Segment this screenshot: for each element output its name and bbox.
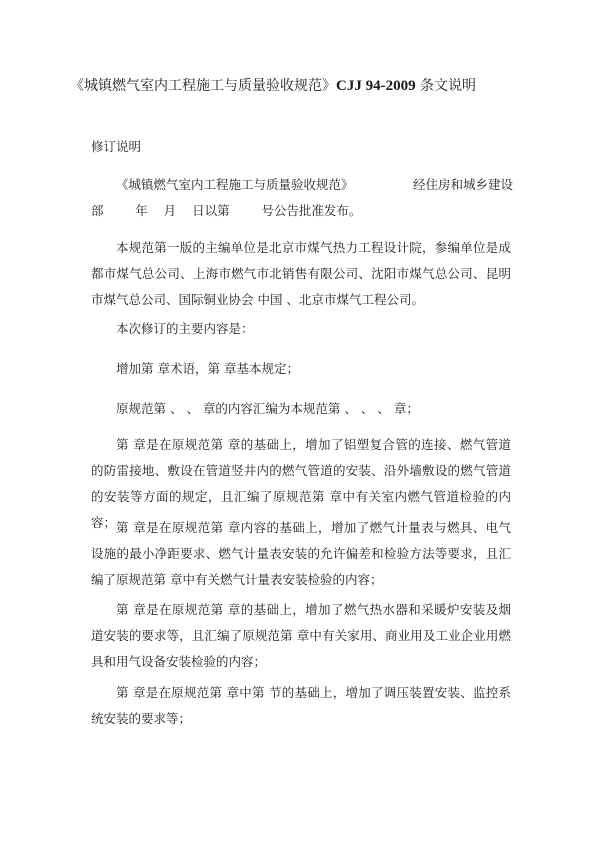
paragraph-added-chapters: 增加第 章术语，第 章基本规定； bbox=[116, 361, 299, 376]
approval-line-2: 部 年 月 日以第 号公告批准发布。 bbox=[91, 203, 362, 218]
paragraph-appliance-chapter: 第 章是在原规范第 章的基础上，增加了燃气热水器和采暖炉安装及烟道安装的要求等，且汇编了原规范第 章中有关家用、商业用及工业企业用燃具和用气设备安装检验的内容； bbox=[91, 602, 511, 669]
paragraph-drafting-units: 本规范第一版的主编单位是北京市煤气热力工程设计院，参编单位是成都市煤气总公司、上海市燃气市北销售有限公司、沈阳市煤气总公司、昆明市煤气总公司、国际铜业协会 中国 、北京市煤气工程公司。 bbox=[91, 240, 511, 307]
paragraph-regulator-chapter: 第 章是在原规范第 章中第 节的基础上，增加了调压装置安装、监控系统安装的要求等； bbox=[91, 685, 511, 726]
title-code: CJJ 94-2009 bbox=[336, 78, 416, 94]
title-suffix: 条文说明 bbox=[415, 78, 477, 94]
paragraph-pipeline-chapter: 第 章是在原规范第 章的基础上，增加了铝塑复合管的连接、燃气管道的防雷接地、敷设在管道竖井内的燃气管道的安装、沿外墙敷设的燃气管道的安装等方面的规定，且汇编了原规范第 章中有关室内燃气管道检验的内容； bbox=[91, 437, 511, 530]
paragraph-meter-chapter: 第 章是在原规范第 章内容的基础上，增加了燃气计量表与燃具、电气设施的最小净距要求、燃气计量表安装的允许偏差和检验方法等要求，且汇编了原规范第 章中有关燃气计量表安装检验的内容； bbox=[91, 520, 511, 587]
title-name: 《城镇燃气室内工程施工与质量验收规范》 bbox=[70, 78, 336, 94]
approval-line-1-left: 《城镇燃气室内工程施工与质量验收规范》 bbox=[116, 177, 354, 192]
paragraph-compiled-chapters: 原规范第 、 、 章的内容汇编为本规范第 、 、 、 章； bbox=[116, 401, 419, 416]
section-heading: 修订说明 bbox=[91, 139, 142, 154]
approval-line-1-right: 经住房和城乡建设 bbox=[413, 177, 514, 192]
paragraph-main-content-intro: 本次修订的主要内容是： bbox=[116, 321, 254, 336]
document-title bbox=[70, 76, 540, 96]
